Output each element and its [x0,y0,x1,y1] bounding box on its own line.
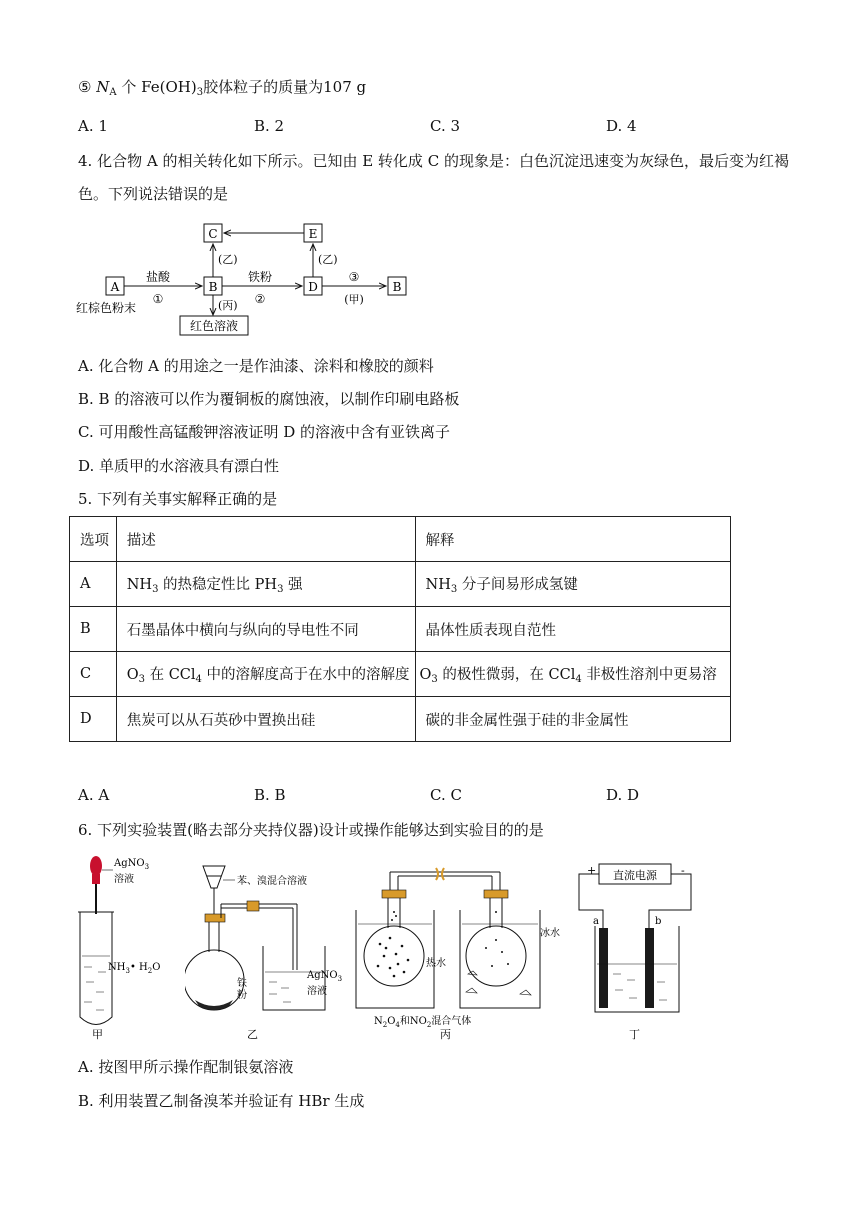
q3-item5: ⑤ $N_A$ 个 $Fe(OH)_3$胶体粒子的质量为107 g [78,78,367,98]
q3-option-c: C. 3 [430,117,461,135]
svg-text:冰水: 冰水 [540,928,560,939]
header-description: 描述 [116,517,415,562]
q5-option-c: C. C [430,786,462,804]
svg-text:NH3• H2O: $NH_3•$ $H_2O$ [108,962,161,975]
svg-text:B: B [392,280,402,294]
svg-text:a: a [593,916,599,927]
table-header-row [70,517,731,562]
box-b2 [388,277,406,295]
reagent-1: 盐酸 [145,270,171,284]
svg-text:溶液: 溶液 [307,986,327,997]
label-a: 红棕色粉末 [76,301,137,315]
step-1: ① [152,292,164,306]
table-row: B 石墨晶体中横向与纵向的导电性不同 晶体性质表现自范性 [70,607,731,652]
svg-text:红色溶液: 红色溶液 [189,319,239,333]
box-c [204,224,222,242]
svg-text:E: E [308,227,318,241]
q3-option-b: B. 2 [254,117,285,135]
svg-text:D: D [308,280,318,294]
q5-options [78,786,778,808]
q4-option-a: A. 化合物 A 的用途之一是作油漆、涂料和橡胶的颜料 [78,357,434,375]
q5-option-d: D. D [606,786,640,804]
svg-text:N2O4和NO2混合气体: $N_2O_4$和$NO_2$混合气体 [374,1016,472,1029]
step-2: ② [254,292,266,306]
figure-yi [185,852,355,1042]
q4-conversion-diagram [70,215,430,345]
svg-text:C: C [208,227,218,241]
svg-text:-: - [681,864,685,877]
svg-text:溶液: 溶液 [114,874,134,885]
svg-text:直流电源: 直流电源 [613,869,657,882]
label-3: (甲) [344,293,364,306]
q4-option-c: C. 可用酸性高锰酸钾溶液证明 D 的溶液中含有亚铁离子 [78,423,451,441]
header-explanation: 解释 [415,517,730,562]
box-d [304,277,322,295]
box-b [204,277,222,295]
svg-text:AgNO3: AgNO$_3$ [114,858,150,871]
figure-ding [575,852,695,1042]
q6-option-a: A. 按图甲所示操作配制银氨溶液 [78,1058,294,1076]
caption-ding: 丁 [629,1028,640,1041]
q5-table [69,516,731,742]
q6-option-b: B. 利用装置乙制备溴苯并验证有 HBr 生成 [78,1092,365,1110]
svg-text:b: b [655,916,662,927]
label-d-up: (乙) [318,253,338,266]
svg-text:A: A [110,280,120,294]
table-row: C $O_3$ 在 CCl$_4$ 中的溶解度高于在水中的溶解度 $O_3$ 的极性微弱，在 CCl$_4$ 非极性溶剂中更易溶 [70,652,731,697]
figure-jia [70,852,180,1042]
q5-option-a: A. A [78,786,110,804]
label-b-up: (乙) [218,253,238,266]
svg-text:粉: 粉 [237,990,247,1001]
svg-text:苯、溴混合溶液: 苯、溴混合溶液 [237,876,307,887]
q4-option-d: D. 单质甲的水溶液具有漂白性 [78,457,280,475]
box-red-solution [180,316,248,335]
svg-text:铁: 铁 [237,978,247,989]
q4-stem-line2: 色。下列说法错误的是 [78,185,229,203]
q3-option-d: D. 4 [606,117,637,135]
header-option: 选项 [70,517,117,562]
caption-jia: 甲 [92,1028,103,1041]
q6-stem: 6. 下列实验装置(略去部分夹持仪器)设计或操作能够达到实验目的的是 [78,821,544,839]
svg-text:B: B [208,280,218,294]
caption-yi: 乙 [247,1028,258,1041]
q4-option-b: B. B 的溶液可以作为覆铜板的腐蚀液，以制作印刷电路板 [78,390,460,408]
svg-text:+: + [587,864,597,877]
caption-bing: 丙 [440,1028,451,1041]
label-b-down: (丙) [218,299,238,312]
box-a [106,277,124,295]
table-row: D 焦炭可以从石英砂中置换出硅 碳的非金属性强于硅的非金属性 [70,697,731,742]
svg-text:AgNO3: AgNO$_3$ [307,970,343,983]
figure-bing [350,852,580,1042]
q5-stem: 5. 下列有关事实解释正确的是 [78,490,278,508]
q3-options [78,117,778,139]
svg-text:热水: 热水 [426,958,446,969]
box-e [304,224,322,242]
table-row: A $NH_3$ 的热稳定性比 $PH_3$ 强 $NH_3$ 分子间易形成氢键 [70,562,731,607]
q5-option-b: B. B [254,786,286,804]
q4-stem-line1: 4. 化合物 A 的相关转化如下所示。已知由 E 转化成 C 的现象是：白色沉淀迅速变为灰绿色，最后变为红褐 [78,152,789,170]
step-3: ③ [348,270,360,284]
reagent-2: 铁粉 [247,270,273,284]
q3-option-a: A. 1 [78,117,108,135]
